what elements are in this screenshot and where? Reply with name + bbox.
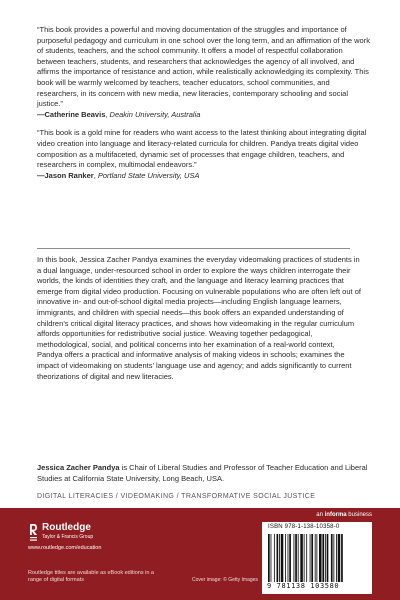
barcode-bar (279, 534, 280, 582)
author-name: Jessica Zacher Pandya (37, 463, 120, 472)
barcode-image (268, 534, 366, 582)
barcode-bar (271, 534, 272, 582)
barcode-bar (294, 534, 295, 582)
endorsement-1-text: “This book provides a powerful and moving documentation of the struggles and importance of purposeful pedagogy and curriculum in one school over the long term, and an affirmation of the work of students, teachers, and the school community. It offers a model of respectful collaboration between teachers, students, and researchers that acknowledges the agency of all involved, and affirms the importance of resistance and action, while realistically acknowledging its complexity. This book will be warmly welcomed by teachers, teacher educators, school communities, and researchers, in its concern with new media, new literacies, contemporary schooling and social justice.” (37, 25, 370, 109)
barcode-bar (277, 534, 279, 582)
endorsement-2-attribution: —Jason Ranker, Portland State University, USA (37, 170, 200, 180)
cover-credit: Cover image: © Getty Images (192, 577, 258, 583)
barcode-bar (341, 534, 343, 582)
barcode-bar (338, 534, 341, 582)
publisher-group: Taylor & Francis Group (42, 534, 94, 540)
ebook-note: Routledge titles are available as eBook editions in a range of digital formats (28, 570, 154, 583)
barcode-bar (285, 534, 286, 582)
publisher-website[interactable]: www.routledge.com/education (28, 545, 102, 551)
endorsement-2 (37, 128, 371, 181)
routledge-logo-icon (28, 523, 38, 543)
informa-name: informa (324, 512, 347, 518)
publisher-band (0, 508, 400, 600)
barcode-bar (298, 534, 299, 582)
subject-categories: DIGITAL LITERACIES / VIDEOMAKING / TRANSFORMATIVE SOCIAL JUSTICE (37, 493, 316, 500)
barcode-bar (319, 534, 322, 582)
barcode-bar (288, 534, 289, 582)
barcode-bar (327, 534, 329, 582)
author-bio (37, 463, 372, 484)
barcode-bar (300, 534, 303, 582)
barcode-bar (306, 534, 307, 582)
endorsement-2-affiliation: Portland State University, USA (97, 170, 200, 180)
barcode-bar (295, 534, 297, 582)
barcode-bar (281, 534, 284, 582)
endorsements (37, 25, 371, 181)
barcode-bar (331, 534, 333, 582)
barcode-bar (310, 534, 311, 582)
informa-prefix: an (316, 512, 325, 518)
isbn-label: ISBN 978-1-138-10358-0 (268, 524, 340, 530)
book-description: In this book, Jessica Zacher Pandya examines the everyday videomaking practices of students in a dual language, under-resourced school in order to explore the ways children interrogate their worlds, the kinds of identities they craft, and the language and literacy learning practices that emerge from digital video production. Focusing on vulnerable populations who are often left out of innovative in- and out-of-school digital media projects—including English language learners, immigrants, and children with special needs—this book offers an expanded understanding of children’s critical digital literacy practices, and shows how videomaking in the regular curriculum affords opportunities for redistributive social justice. Weaving together pedagogical, methodological, social, and political concerns into her examination of a real-world context, Pandya offers a practical and informative analysis of making videos in schools; examines the impact of videomaking on students’ language use and agency; and adds significantly to current theorizations of digital and new literacies. (37, 255, 361, 381)
publisher-name: Routledge (42, 522, 91, 533)
barcode-bar (289, 534, 291, 582)
endorsement-1-author: —Catherine Beavis (37, 109, 106, 119)
barcode-bar (304, 534, 305, 582)
isbn-barcode-box (262, 522, 372, 594)
section-divider (37, 248, 350, 249)
barcode-bar (311, 534, 313, 582)
barcode-bar (336, 534, 337, 582)
endorsement-1-affiliation: Deakin University, Australia (109, 109, 201, 119)
barcode-bar (315, 534, 316, 582)
author-bio-text: is Chair of Liberal Studies and Professor of Teacher Education and Liberal Studies at California State University, Long Beach, USA. (37, 463, 368, 483)
barcode-bar (325, 534, 326, 582)
endorsement-1-attribution: —Catherine Beavis, Deakin University, Australia (37, 109, 201, 119)
barcode-bar (274, 534, 275, 582)
barcode-bar (268, 534, 270, 582)
barcode-bar (333, 534, 334, 582)
informa-suffix: business (346, 512, 372, 518)
endorsement-2-text: “This book is a gold mine for readers who want access to the latest thinking about integrating digital video creation into language and literacy-related curricula for children. Pandya treats digital video composition as a multifaceted, dynamic set of processes that engage children, teachers, and researchers in complex, multimodal endeavors.” (37, 128, 367, 170)
barcode-bar (322, 534, 324, 582)
barcode-digits: 9 781138 103580 (267, 582, 340, 590)
endorsement-1 (37, 25, 371, 120)
informa-business-tag (316, 512, 372, 518)
endorsement-2-author: —Jason Ranker (37, 170, 94, 180)
barcode-bar (316, 534, 317, 582)
